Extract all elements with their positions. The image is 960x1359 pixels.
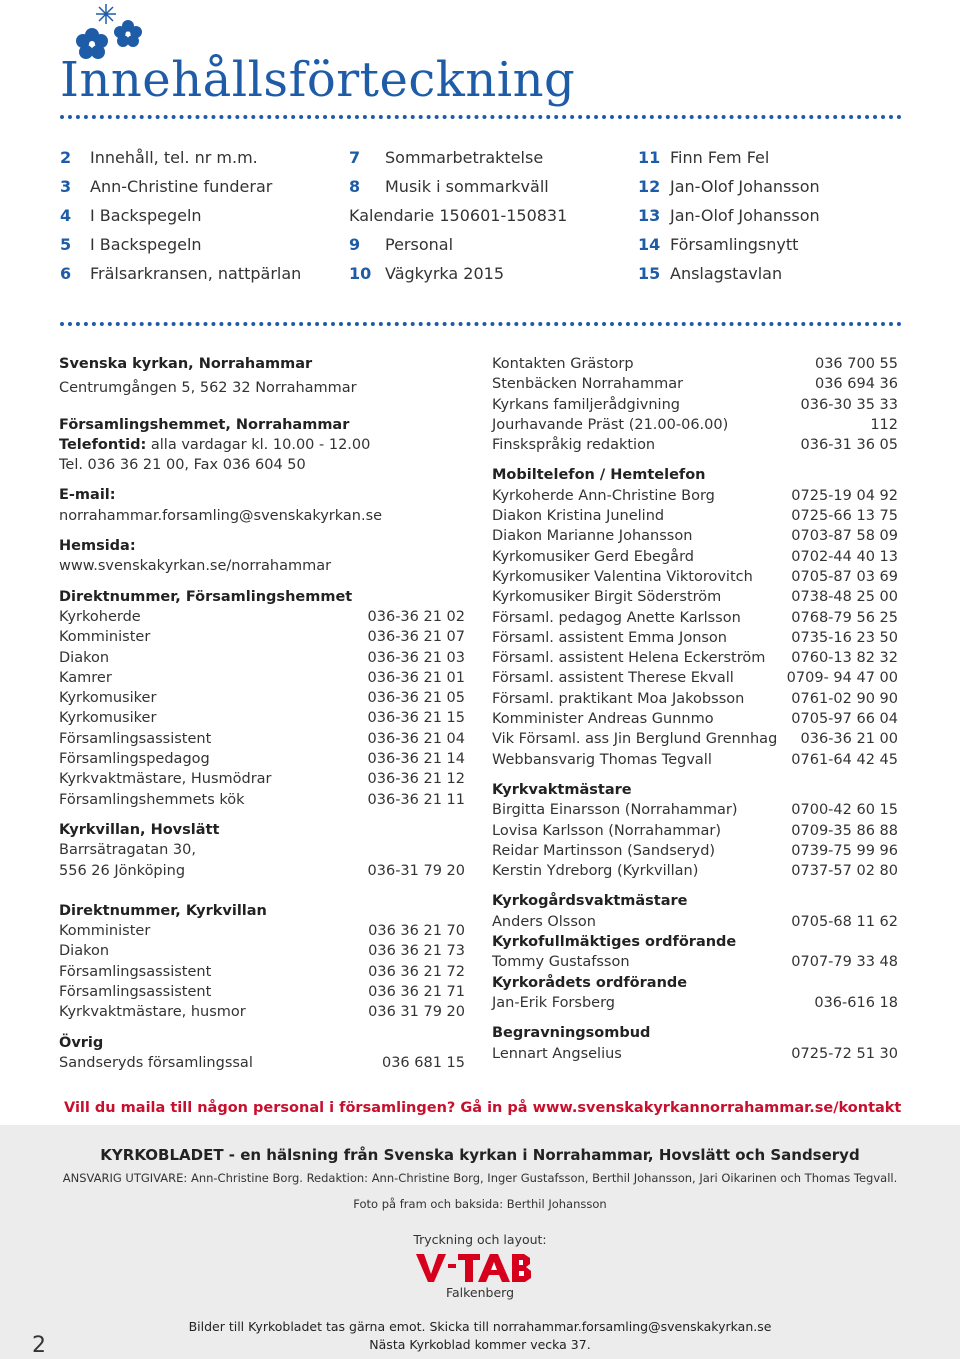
contact-row xyxy=(59,921,465,941)
cemetery-list xyxy=(492,912,898,932)
footer-photo-credit: Foto på fram och baksida: Berthil Johansson xyxy=(353,1197,607,1211)
contact-column-left xyxy=(59,354,465,1073)
contact-phone[interactable]: 0725-19 04 92 xyxy=(791,487,898,504)
page-number: 2 xyxy=(32,1333,46,1358)
contact-row xyxy=(59,982,465,1002)
contact-row xyxy=(492,415,898,435)
contact-phone[interactable]: 0760-13 82 32 xyxy=(791,650,898,667)
contact-name: Kontakten Grästorp xyxy=(492,356,634,372)
contact-row xyxy=(492,821,898,841)
contact-row xyxy=(492,841,898,861)
contact-name: Församl. assistent Helena Eckerström xyxy=(492,650,766,667)
contact-row xyxy=(492,628,898,648)
toc-entry[interactable]: 13 Jan-Olof Johansson xyxy=(638,206,820,225)
contact-phone[interactable]: 036 36 21 73 xyxy=(368,943,465,960)
contact-name: Kyrkvaktmästare, Husmödrar xyxy=(59,771,272,788)
contact-phone[interactable]: 036-36 21 07 xyxy=(367,629,465,646)
toc-entry[interactable]: 4 I Backspegeln xyxy=(60,206,202,225)
contacts-list xyxy=(492,354,898,455)
contact-phone[interactable]: 036-616 18 xyxy=(814,994,898,1011)
footer-print-label: Tryckning och layout: xyxy=(413,1232,547,1247)
contact-phone[interactable]: 0705-87 03 69 xyxy=(791,568,898,585)
contact-name: Birgitta Einarsson (Norrahammar) xyxy=(492,802,738,819)
contact-name: Sandseryds församlingssal xyxy=(59,1054,253,1071)
contact-phone[interactable]: 0768-79 56 25 xyxy=(791,609,898,626)
contact-phone[interactable]: 036-36 21 11 xyxy=(367,791,465,808)
council-list xyxy=(492,952,898,972)
contact-phone[interactable]: 036 36 21 72 xyxy=(368,963,465,980)
contact-name: Webbansvarig Thomas Tegvall xyxy=(492,751,712,768)
contact-phone[interactable]: 0725-66 13 75 xyxy=(791,508,898,525)
contact-phone[interactable]: 036-36 21 02 xyxy=(367,608,465,625)
contact-row xyxy=(492,750,898,770)
contact-phone[interactable]: 036 681 15 xyxy=(381,1054,465,1071)
contact-name: Diakon Marianne Johansson xyxy=(492,528,693,545)
toc-column-1 xyxy=(60,143,301,288)
direct-number-list xyxy=(59,607,465,810)
email-label: E-mail: xyxy=(59,487,116,504)
contact-row xyxy=(492,526,898,546)
contact-name: Församlingsassistent xyxy=(59,730,212,747)
contact-phone[interactable]: 0703-87 58 09 xyxy=(791,528,898,545)
section-heading: Kyrkofullmäktiges ordförande xyxy=(492,934,737,951)
contact-name: Församlingsassistent xyxy=(59,984,212,1001)
footer-credits: ANSVARIG UTGIVARE: Ann-Christine Borg. Redaktion: Ann-Christine Borg, Inger Gustafsson, Berthil Johansson, Jari Oikarinen och Thomas Tegvall. xyxy=(62,1171,898,1185)
contact-note[interactable]: Vill du maila till någon personal i församlingen? Gå in på www.svenskakyrkannorrahammar.se/kontakt xyxy=(64,1100,902,1116)
contact-row xyxy=(492,1044,898,1064)
section-heading: Övrig xyxy=(59,1034,104,1051)
contact-name: Kyrkoherde xyxy=(59,608,141,625)
contact-row xyxy=(492,800,898,820)
contact-name: Kyrkans familjerådgivning xyxy=(492,396,680,413)
contact-name: Kyrkomusiker Valentina Viktorovitch xyxy=(492,568,753,585)
toc-entry[interactable]: 6 Frälsarkransen, nattpärlan xyxy=(60,264,302,283)
contact-phone[interactable]: 0761-02 90 90 xyxy=(791,690,898,707)
address: Centrumgången 5, 562 32 Norrahammar xyxy=(59,380,357,397)
contact-row xyxy=(59,769,465,789)
toc-entry[interactable]: 9 Personal xyxy=(349,235,454,254)
contact-name: Reidar Martinsson (Sandseryd) xyxy=(492,842,716,859)
contact-name: Församlingsassistent xyxy=(59,963,212,980)
toc-entry[interactable]: 10 Vägkyrka 2015 xyxy=(349,264,504,283)
contact-phone[interactable]: 036-36 21 01 xyxy=(367,669,465,686)
contact-phone[interactable]: 036-36 21 03 xyxy=(367,649,465,666)
contact-phone[interactable]: 036-31 36 05 xyxy=(800,437,898,454)
contact-name: Anders Olsson xyxy=(492,913,596,930)
contact-row xyxy=(492,547,898,567)
section-heading: Direktnummer, Församlingshemmet xyxy=(59,588,353,605)
toc-entry[interactable]: 3 Ann-Christine funderar xyxy=(60,177,273,196)
section-heading: Svenska kyrkan, Norrahammar xyxy=(59,356,313,372)
contact-phone[interactable]: 0735-16 23 50 xyxy=(791,629,898,646)
website-label: Hemsida: xyxy=(59,538,136,555)
contact-phone[interactable]: 036-36 21 15 xyxy=(367,710,465,727)
contact-row xyxy=(59,648,465,668)
contact-phone[interactable]: 036 694 36 xyxy=(814,376,898,393)
phone-hours: Telefontid: alla vardagar kl. 10.00 - 12.00 xyxy=(59,436,371,453)
contact-row xyxy=(59,688,465,708)
contact-name: Kyrkomusiker Birgit Söderström xyxy=(492,589,722,606)
contact-phone[interactable]: 036-30 35 33 xyxy=(800,396,898,413)
contact-row xyxy=(492,993,898,1013)
footer-share-note: Bilder till Kyrkobladet tas gärna emot. Skicka till norrahammar.forsamling@svenskakyrkan.se Nästa Kyrkoblad kommer vecka 37. xyxy=(188,1319,772,1352)
contact-phone[interactable]: 0709-35 86 88 xyxy=(791,822,898,839)
contact-name: Komminister Andreas Gunnmo xyxy=(492,711,714,728)
villa-street: Barrsätragatan 30, xyxy=(59,842,196,859)
contact-row xyxy=(492,567,898,587)
dotted-divider xyxy=(60,322,902,326)
contact-row xyxy=(492,648,898,668)
contact-phone[interactable]: 036-36 21 12 xyxy=(367,771,465,788)
contact-row xyxy=(59,668,465,688)
contact-row xyxy=(492,395,898,415)
contact-row xyxy=(492,689,898,709)
contact-name: Vik Församl. ass Jin Berglund Grennhag xyxy=(492,731,778,748)
section-heading: Direktnummer, Kyrkvillan xyxy=(59,902,267,919)
contact-row xyxy=(492,861,898,881)
contact-row xyxy=(492,608,898,628)
contact-phone[interactable]: 0725-72 51 30 xyxy=(791,1045,898,1062)
contact-row xyxy=(492,354,898,374)
contact-phone[interactable]: 036-36 21 04 xyxy=(367,730,465,747)
contact-row xyxy=(59,1002,465,1022)
contact-row xyxy=(492,952,898,972)
contact-row xyxy=(59,1053,465,1073)
toc-entry[interactable]: 8 Musik i sommarkväll xyxy=(349,177,549,196)
contact-row xyxy=(492,912,898,932)
villa-number-list xyxy=(59,921,465,1022)
contact-phone[interactable]: 036-36 21 00 xyxy=(800,731,898,748)
toc-entry[interactable]: 11 Finn Fem Fel xyxy=(638,148,770,167)
other-number-list xyxy=(59,1053,465,1073)
contact-name: Kyrkoherde Ann-Christine Borg xyxy=(492,487,715,504)
phone-fax: Tel. 036 36 21 00, Fax 036 604 50 xyxy=(59,457,306,474)
toc-entry[interactable]: 14 Församlingsnytt xyxy=(638,235,799,254)
dotted-divider xyxy=(60,115,902,119)
contact-name: Församl. assistent Emma Jonson xyxy=(492,629,727,646)
contact-name: Församlingspedagog xyxy=(59,751,210,768)
contact-phone[interactable]: 036 31 79 20 xyxy=(368,1004,465,1021)
contact-name: Kamrer xyxy=(59,669,112,686)
footer-title: KYRKOBLADET - en hälsning från Svenska kyrkan i Norrahammar, Hovslätt och Sandseryd xyxy=(100,1146,860,1164)
contact-phone[interactable]: 0705-97 66 04 xyxy=(791,711,898,728)
contact-phone[interactable]: 036-36 21 14 xyxy=(367,751,465,768)
contact-phone[interactable]: 112 xyxy=(870,416,898,433)
caretaker-list xyxy=(492,800,898,881)
contact-row xyxy=(492,486,898,506)
contact-phone[interactable]: 0705-68 11 62 xyxy=(791,913,898,930)
contact-phone[interactable]: 0709- 94 47 00 xyxy=(786,670,898,687)
printer-city: Falkenberg xyxy=(445,1285,515,1300)
contact-name: Församl. assistent Therese Ekvall xyxy=(492,670,734,687)
contact-row xyxy=(59,708,465,728)
burial-list xyxy=(492,1044,898,1064)
contact-name: Stenbäcken Norrahammar xyxy=(492,376,684,393)
mobile-list xyxy=(492,486,898,770)
board-list xyxy=(492,993,898,1013)
contact-row xyxy=(59,729,465,749)
vtab-logo-icon xyxy=(414,1250,534,1286)
contact-name: Komminister xyxy=(59,629,151,646)
section-heading: Kyrkogårdsvaktmästare xyxy=(492,893,688,910)
contact-row xyxy=(492,374,898,394)
contact-row xyxy=(59,627,465,647)
contact-name: Kyrkomusiker xyxy=(59,710,157,727)
contact-row xyxy=(492,435,898,455)
contact-name: Diakon xyxy=(59,649,110,666)
toc-entry[interactable]: 7 Sommarbetraktelse xyxy=(349,148,544,167)
toc-entry[interactable]: Kalendarie 150601-150831 xyxy=(349,206,568,225)
contact-row xyxy=(59,790,465,810)
contact-name: Finskspråkig redaktion xyxy=(492,437,656,454)
contact-phone[interactable]: 0761-64 42 45 xyxy=(791,751,898,768)
contact-name: Församlingshemmets kök xyxy=(59,791,245,808)
contact-phone[interactable]: 036-36 21 05 xyxy=(367,690,465,707)
contact-row xyxy=(492,729,898,749)
contact-phone[interactable]: 0702-44 40 13 xyxy=(791,548,898,565)
contact-phone[interactable]: 0738-48 25 00 xyxy=(791,589,898,606)
toc-entry[interactable]: 12 Jan-Olof Johansson xyxy=(638,177,820,196)
contact-row xyxy=(59,962,465,982)
section-heading: Mobiltelefon / Hemtelefon xyxy=(492,467,706,484)
contact-phone[interactable]: 036 36 21 70 xyxy=(368,923,465,940)
contact-name: Jourhavande Präst (21.00-06.00) xyxy=(492,416,729,433)
contact-name: Jan-Erik Forsberg xyxy=(492,994,615,1011)
contact-phone[interactable]: 0700-42 60 15 xyxy=(791,802,898,819)
contact-row xyxy=(59,607,465,627)
contact-row xyxy=(59,941,465,961)
contact-column-right xyxy=(492,354,898,1064)
contact-name: Tommy Gustafsson xyxy=(492,954,630,971)
contact-row xyxy=(492,709,898,729)
section-heading: Församlingshemmet, Norrahammar xyxy=(59,416,350,433)
section-heading: Kyrkvaktmästare xyxy=(492,781,632,798)
contact-phone[interactable]: 0707-79 33 48 xyxy=(791,954,898,971)
contact-name: Kyrkomusiker Gerd Ebegård xyxy=(492,548,694,565)
villa-city-row: 556 26 Jönköping 036-31 79 20 xyxy=(59,862,465,879)
page-title: Innehållsförteckning xyxy=(60,52,576,108)
contact-name: Lovisa Karlsson (Norrahammar) xyxy=(492,822,722,839)
toc-entry[interactable]: 15 Anslagstavlan xyxy=(638,264,783,283)
toc-entry[interactable]: 5 I Backspegeln xyxy=(60,235,202,254)
toc-entry[interactable]: 2 Innehåll, tel. nr m.m. xyxy=(60,148,258,167)
contact-name: Komminister xyxy=(59,923,151,940)
contact-phone[interactable]: 036 36 21 71 xyxy=(368,984,465,1001)
website-link[interactable]: www.svenskakyrkan.se/norrahammar xyxy=(59,558,332,575)
contact-name: Diakon xyxy=(59,943,110,960)
contact-name: Kyrkomusiker xyxy=(59,690,157,707)
contact-name: Kerstin Ydreborg (Kyrkvillan) xyxy=(492,863,699,880)
toc-column-3 xyxy=(638,143,820,288)
contact-row xyxy=(492,506,898,526)
contact-phone[interactable]: 0739-75 99 96 xyxy=(791,842,898,859)
contact-phone[interactable]: 0737-57 02 80 xyxy=(791,863,898,880)
contact-name: Diakon Kristina Junelind xyxy=(492,508,665,525)
email-link[interactable]: norrahammar.forsamling@svenskakyrkan.se xyxy=(59,507,383,524)
contact-row xyxy=(59,749,465,769)
contact-row xyxy=(492,587,898,607)
contact-name: Lennart Angselius xyxy=(492,1045,622,1062)
contact-phone[interactable]: 036 700 55 xyxy=(814,356,898,372)
section-heading: Kyrkvillan, Hovslätt xyxy=(59,821,220,838)
contact-name: Kyrkvaktmästare, husmor xyxy=(59,1004,246,1021)
section-heading: Kyrkorådets ordförande xyxy=(492,974,688,991)
contact-name: Församl. pedagog Anette Karlsson xyxy=(492,609,741,626)
contact-row xyxy=(492,668,898,688)
contact-name: Församl. praktikant Moa Jakobsson xyxy=(492,690,745,707)
section-heading: Begravningsombud xyxy=(492,1025,651,1042)
toc-column-2 xyxy=(349,143,567,288)
